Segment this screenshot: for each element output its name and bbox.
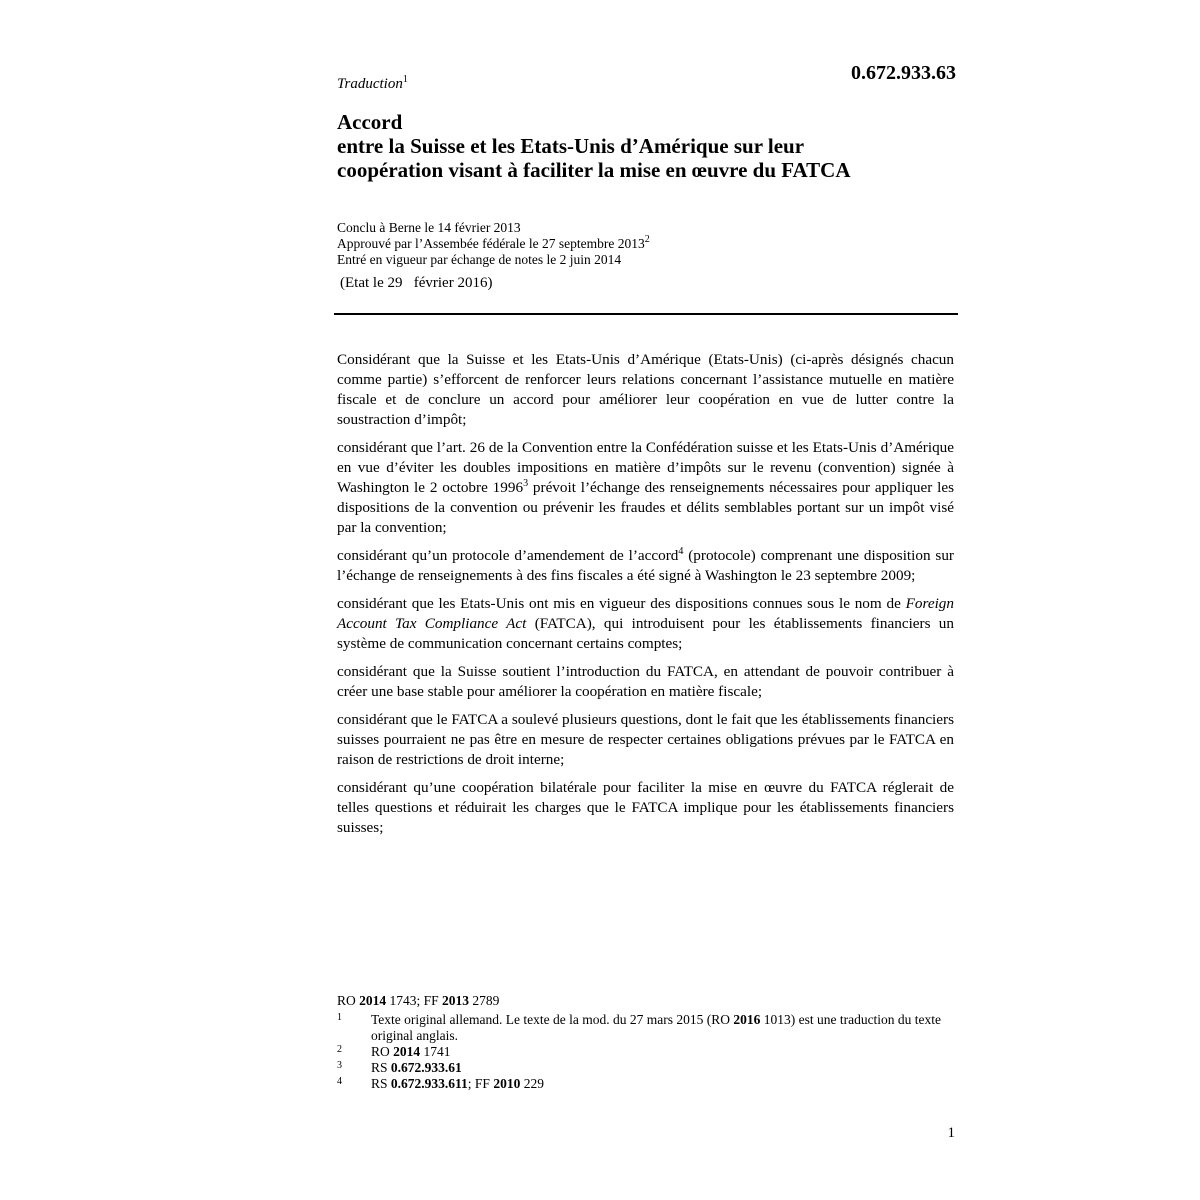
footnote-bold: 2016	[733, 1012, 761, 1027]
preamble-paragraph-2-text-b: prévoit l’échange des renseignements nécessaires pour appliquer les dispositions de la convention ou prévenir les fraudes et délits semblables portant sur un impôt visé par la convention;	[337, 479, 954, 536]
preamble-paragraph-3-text-a: considérant qu’un protocole d’amendement de l’accord	[337, 547, 679, 564]
footnote-number: 2	[337, 1044, 342, 1055]
footnote-bold: 0.672.933.611	[390, 1076, 468, 1091]
footnote-text	[371, 1060, 962, 1076]
footnote-text-a: RS	[371, 1076, 391, 1091]
footnote-ref-2[interactable]: 2	[644, 234, 650, 245]
approved-date	[337, 236, 957, 252]
ref-ff-page: 2789	[469, 993, 500, 1008]
footnote-ref-3[interactable]: 3	[523, 478, 529, 489]
document-title	[337, 110, 962, 182]
ref-ff-year: 2013	[442, 993, 470, 1008]
preamble-paragraph-7: considérant qu’une coopération bilatérale pour faciliter la mise en œuvre du FATCA réglerait de telles questions et réduirait les charges que le FATCA implique pour les établissements financiers suisses;	[337, 779, 954, 836]
footnote-text	[371, 1012, 962, 1044]
footnote-number: 3	[337, 1060, 342, 1071]
footnote-bold: 0.672.933.61	[390, 1060, 462, 1075]
date-block	[337, 220, 957, 268]
preamble-paragraph-3-text-b: (protocole) comprenant une disposition sur l’échange de renseignements à des fins fiscales a été signé à Washington le 23 septembre 2009;	[337, 547, 954, 584]
footnote-number: 1	[337, 1012, 342, 1023]
footnote-text-b: 229	[520, 1076, 544, 1091]
footnote-number: 4	[337, 1076, 342, 1087]
in-force-date: Entré en vigueur par échange de notes le 2 juin 2014	[337, 252, 622, 267]
preamble-paragraph-4-text-b: (FATCA), qui introduisent pour les établissements financiers un système de communication concernant certains comptes;	[337, 615, 954, 652]
preamble	[337, 350, 954, 846]
footnote-text	[371, 1076, 962, 1092]
footnote-text-b: 1741	[420, 1044, 451, 1059]
footnote-4	[337, 1076, 962, 1092]
page-number: 1	[947, 1125, 955, 1141]
footnote-text-a: Texte original allemand. Le texte de la mod. du 27 mars 2015 (RO	[371, 1012, 734, 1027]
title-line-3: coopération visant à faciliter la mise en œuvre du FATCA	[337, 158, 851, 182]
title-line-1: Accord	[337, 110, 403, 134]
approved-date-text: Approuvé par l’Assembée fédérale le 27 septembre 2013	[337, 236, 645, 251]
footnotes	[337, 993, 962, 1092]
footnote-2	[337, 1044, 962, 1060]
state-date: (Etat le 29 février 2016)	[340, 275, 493, 291]
footnote-ref-4[interactable]: 4	[678, 546, 684, 557]
preamble-paragraph-6: considérant que le FATCA a soulevé plusieurs questions, dont le fait que les établissements financiers suisses pourraient ne pas être en mesure de respecter certaines obligations prévues par le FATCA en raison de restrictions de droit interne;	[337, 711, 954, 768]
translation-label	[337, 75, 408, 94]
footnote-bold-2: 2010	[493, 1076, 521, 1091]
footnote-text-mid: ; FF	[467, 1076, 494, 1091]
footnote-ref-1[interactable]: 1	[402, 74, 408, 85]
preamble-paragraph-4-text-a: considérant que les Etats-Unis ont mis en vigueur des dispositions connues sous le nom de	[337, 595, 906, 612]
publication-reference	[337, 993, 962, 1009]
preamble-paragraph-2	[337, 438, 954, 538]
footnote-3	[337, 1060, 962, 1076]
ref-ro-page: 1743; FF	[386, 993, 443, 1008]
footnote-1	[337, 1012, 962, 1044]
footnote-text-b: 1013) est une traduction du texte original anglais.	[371, 1012, 942, 1043]
preamble-paragraph-4	[337, 594, 954, 654]
preamble-paragraph-1: Considérant que la Suisse et les Etats-Unis d’Amérique (Etats-Unis) (ci-après désignés chacun comme partie) s’efforcent de renforcer leurs relations concernant l’assistance mutuelle en matière fiscale et de conclure un accord pour améliorer leur coopération en vue de lutter contre la soustraction d’impôt;	[337, 351, 954, 428]
footnote-text-a: RO	[371, 1044, 394, 1059]
preamble-paragraph-5: considérant que la Suisse soutient l’introduction du FATCA, en attendant de pouvoir contribuer à créer une base stable pour améliorer la coopération en matière fiscale;	[337, 663, 954, 700]
title-line-2: entre la Suisse et les Etats-Unis d’Amérique sur leur	[337, 134, 805, 158]
header-divider	[334, 313, 958, 315]
preamble-paragraph-3	[337, 546, 954, 586]
footnote-bold: 2014	[393, 1044, 421, 1059]
footnote-text	[371, 1044, 962, 1060]
sr-number: 0.672.933.63	[851, 62, 956, 84]
preamble-paragraph-2-text-a: considérant que l’art. 26 de la Convention entre la Confédération suisse et les Etats-Unis d’Amérique en vue d’éviter les doubles impositions en matière d’impôts sur le revenu (convention) signée à Washington le 2 octobre 1996	[337, 439, 954, 496]
footnote-text-a: RS	[371, 1060, 391, 1075]
translation-label-text: Traduction	[337, 76, 403, 92]
ref-ro-prefix: RO	[337, 993, 360, 1008]
fatca-act-name: Foreign Account Tax Compliance Act	[337, 595, 954, 632]
concluded-date: Conclu à Berne le 14 février 2013	[337, 220, 521, 235]
ref-ro-year: 2014	[359, 993, 387, 1008]
